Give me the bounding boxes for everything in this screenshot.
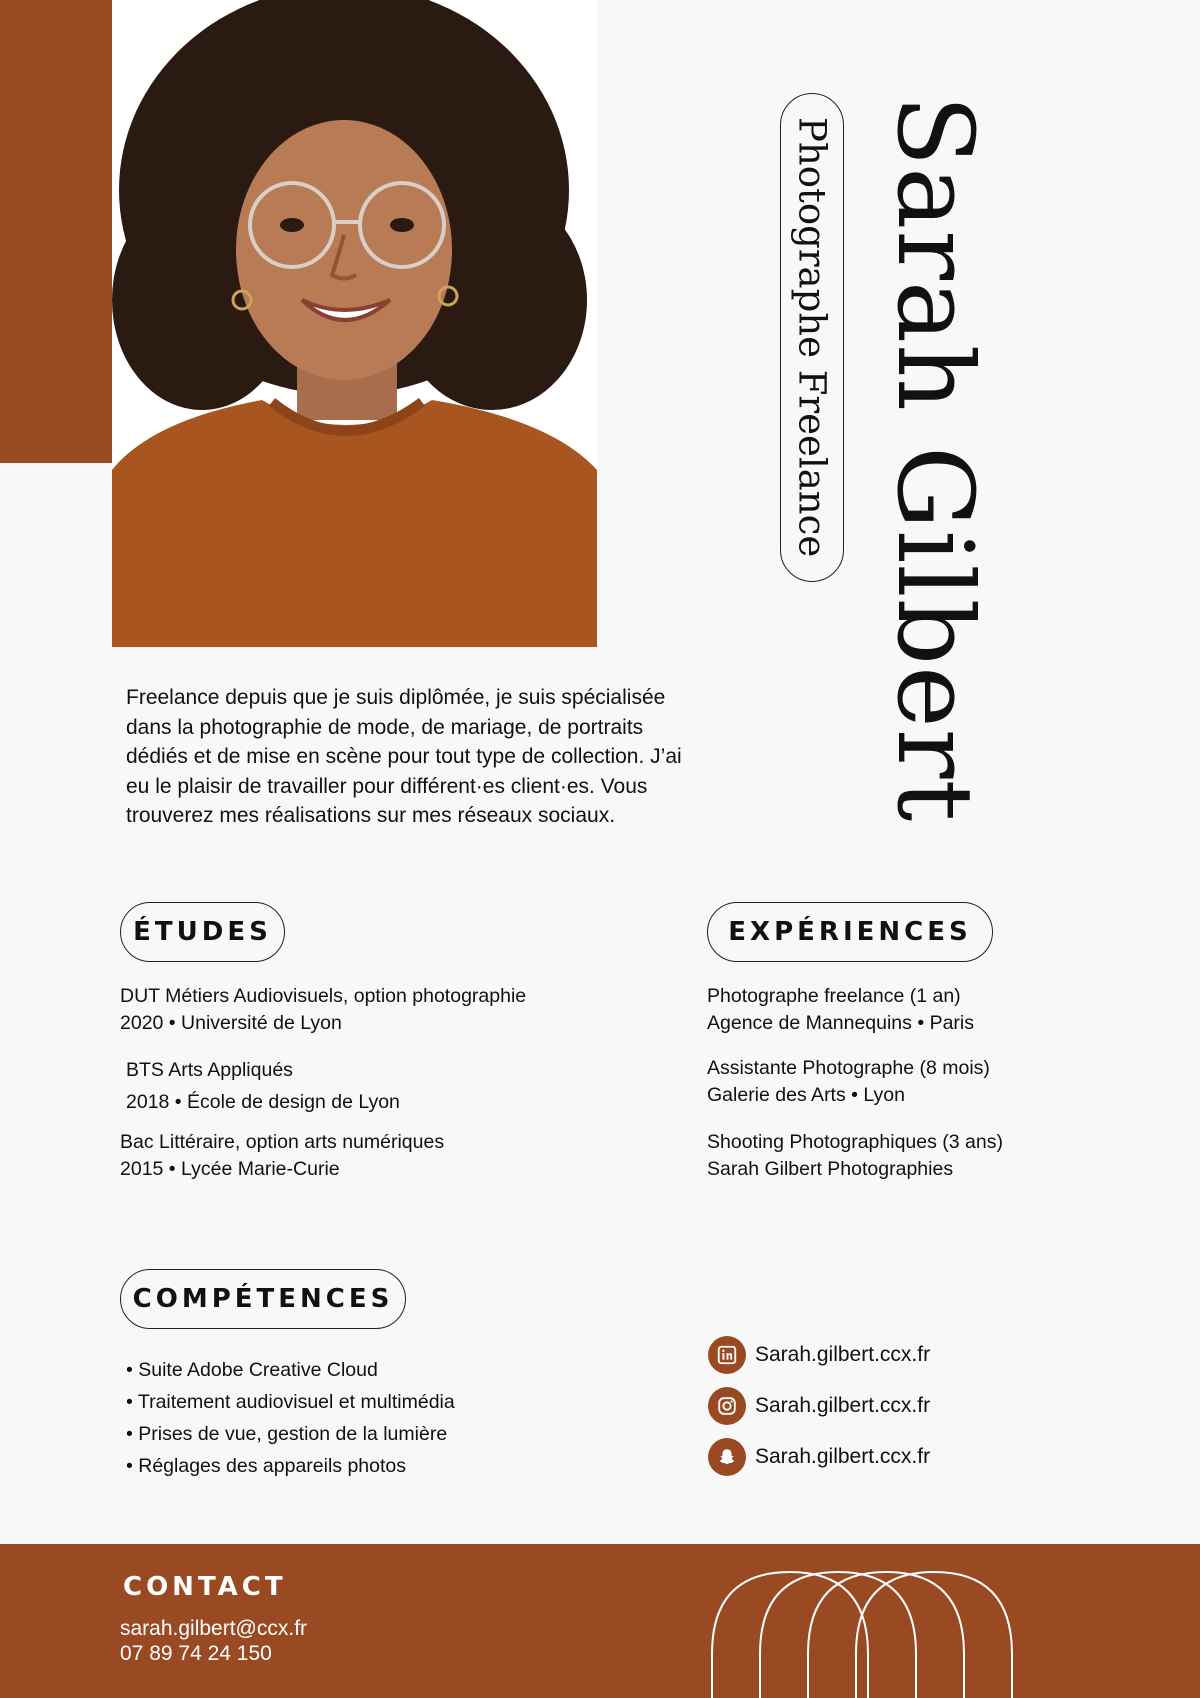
accent-block: [0, 0, 112, 463]
etudes-item: [126, 1054, 400, 1118]
bio-paragraph: Freelance depuis que je suis diplômée, je suis spécialisée dans la photographie de mode, de mariage, de portraits dédiés et de mise en scène pour tout type de collection. J’ai eu le plaisir de travailler pour différent·es client·es. Vous trouverez mes réalisations sur mes réseaux sociaux.: [126, 686, 682, 827]
portrait-illustration: [112, 0, 597, 647]
experience-item-title: Assistante Photographe (8 mois): [707, 1057, 990, 1079]
profile-photo: [112, 0, 597, 647]
experience-item-detail: Agence de Mannequins • Paris: [707, 1012, 974, 1034]
etudes-item-title: BTS Arts Appliqués: [126, 1059, 293, 1081]
etudes-item-title: DUT Métiers Audiovisuels, option photographie: [120, 985, 527, 1007]
experience-item: [707, 983, 974, 1037]
decorative-arches: [700, 1544, 1020, 1698]
skill-item: • Prises de vue, gestion de la lumière: [126, 1423, 448, 1445]
contact-heading: CONTACT: [123, 1572, 287, 1602]
experience-item-detail: Galerie des Arts • Lyon: [707, 1084, 905, 1106]
experience-item: [707, 1055, 990, 1109]
social-link-linkedin[interactable]: [708, 1335, 930, 1375]
social-link-label: Sarah.gilbert.ccx.fr: [755, 1394, 931, 1417]
etudes-item-detail: 2020 • Université de Lyon: [120, 1012, 342, 1034]
social-link-label: Sarah.gilbert.ccx.fr: [755, 1445, 931, 1468]
linkedin-icon: [708, 1336, 746, 1374]
experience-item: [707, 1129, 1003, 1183]
etudes-item-detail: 2015 • Lycée Marie-Curie: [120, 1158, 340, 1180]
social-link-label: Sarah.gilbert.ccx.fr: [755, 1343, 931, 1366]
etudes-heading: ÉTUDES: [120, 902, 285, 962]
social-link-snapchat[interactable]: [708, 1437, 930, 1477]
experience-item-title: Shooting Photographiques (3 ans): [707, 1131, 1003, 1153]
role-badge: [780, 93, 844, 582]
snapchat-icon: [708, 1438, 746, 1476]
role-title: Photographe Freelance: [790, 117, 834, 558]
skill-item: • Suite Adobe Creative Cloud: [126, 1359, 378, 1381]
etudes-item: [120, 983, 526, 1037]
contact-email[interactable]: sarah.gilbert@ccx.fr: [120, 1617, 308, 1640]
experiences-heading: EXPÉRIENCES: [707, 902, 993, 962]
experience-item-title: Photographe freelance (1 an): [707, 985, 961, 1007]
etudes-item: [120, 1129, 444, 1183]
etudes-item-detail: 2018 • École de design de Lyon: [126, 1091, 400, 1113]
skills-list: [126, 1354, 455, 1482]
social-link-instagram[interactable]: [708, 1386, 930, 1426]
etudes-item-title: Bac Littéraire, option arts numériques: [120, 1131, 445, 1153]
skill-item: • Réglages des appareils photos: [126, 1455, 407, 1477]
experience-item-detail: Sarah Gilbert Photographies: [707, 1158, 954, 1180]
contact-phone: 07 89 74 24 150: [120, 1642, 272, 1665]
skill-item: • Traitement audiovisuel et multimédia: [126, 1391, 455, 1413]
competences-heading: COMPÉTENCES: [120, 1269, 406, 1329]
instagram-icon: [708, 1387, 746, 1425]
person-name: Sarah Gilbert: [874, 95, 996, 823]
